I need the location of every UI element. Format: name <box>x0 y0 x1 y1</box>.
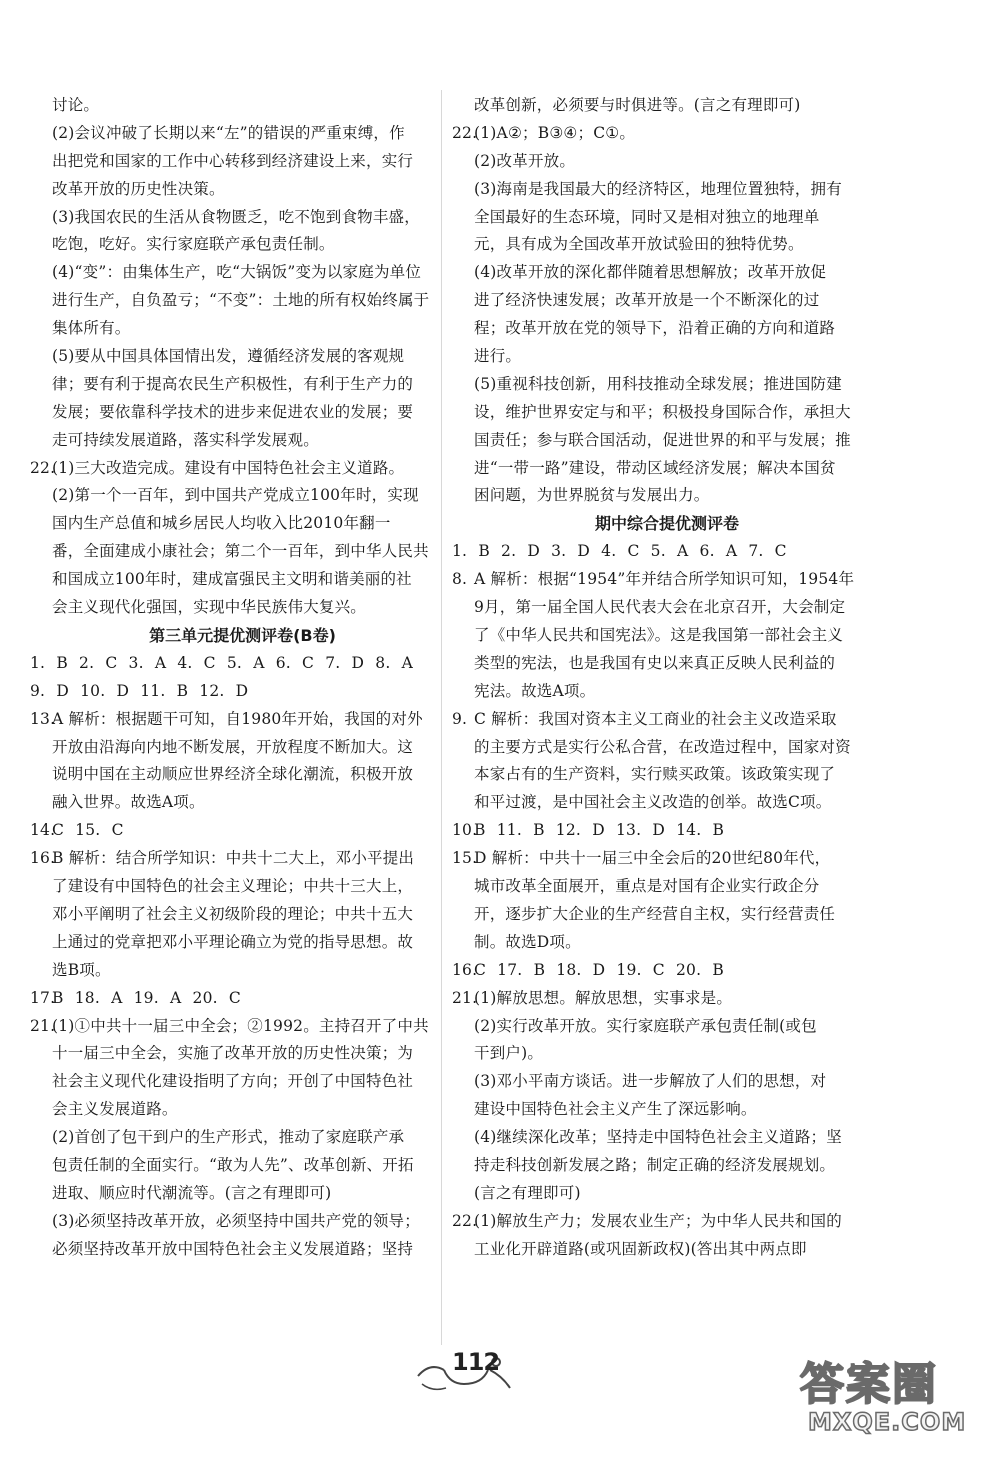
right-column <box>452 92 882 1264</box>
answer-text: C 17. B 18. D 19. C 20. B <box>474 960 724 979</box>
text-line: 讨论。 <box>52 96 100 114</box>
answer-text: (1)A②；B③④；C①。 <box>474 123 636 142</box>
answer-text: B 11. B 12. D 13. D 14. B <box>474 821 725 840</box>
answer-line <box>452 817 882 845</box>
text-line: 选B项。 <box>52 960 111 979</box>
answer-text: B 解析：结合所学知识：中共十二大上，邓小平提出 <box>52 849 415 868</box>
text-line: 会主义发展道路。 <box>52 1100 178 1119</box>
question-number: 9. <box>452 709 468 728</box>
text-line: 走可持续发展道路，落实科学发展观。 <box>52 430 319 449</box>
question-number: 21. <box>30 1016 56 1035</box>
section-heading: 第三单元提优测评卷(B卷) <box>149 625 336 645</box>
text-line: 程；改革开放在党的领导下，沿着正确的方向和道路 <box>474 319 836 338</box>
question-number: 22. <box>452 123 478 142</box>
text-line: (3)邓小平南方谈话。进一步解放了人们的思想，对 <box>474 1072 827 1091</box>
answer-line <box>452 566 882 594</box>
text-line: 的主要方式是实行公私合营，在改造过程中，国家对资 <box>474 737 851 756</box>
text-line: 了《中华人民共和国宪法》。这是我国第一部社会主义 <box>474 626 844 645</box>
text-line: (3)必须坚持改革开放，必须坚持中国共产党的领导； <box>52 1211 420 1230</box>
text-line: 融入世界。故选A项。 <box>52 793 205 812</box>
answer-text: (1)解放生产力；发展农业生产；为中华人民共和国的 <box>474 1211 842 1230</box>
text-line: (5)要从中国具体国情出发，遵循经济发展的客观规 <box>52 347 405 366</box>
text-line: (2)第一个一百年，到中国共产党成立100年时，实现 <box>52 486 419 505</box>
text-line: (4)改革开放的深化都伴随着思想解放；改革开放促 <box>474 263 827 282</box>
text-line: 进“一带一路”建设，带动区域经济发展；解决本国贫 <box>474 458 836 477</box>
text-line: 说明中国在主动顺应世界经济全球化潮流，积极开放 <box>52 765 414 784</box>
text-line: 进了经济快速发展；改革开放是一个不断深化的过 <box>474 291 820 310</box>
text-line: 上通过的党章把邓小平理论确立为党的指导思想。故 <box>52 932 414 951</box>
text-line: 建设中国特色社会主义产生了深远影响。 <box>474 1100 757 1119</box>
question-number: 22. <box>30 458 56 477</box>
left-column <box>30 92 455 1264</box>
text-line: 改革开放的历史性决策。 <box>52 179 225 198</box>
answer-text: (1)①中共十一届三中全会；②1992。主持召开了中共 <box>52 1016 429 1035</box>
text-line: 全国最好的生态环境，同时又是相对独立的地理单 <box>474 207 820 226</box>
question-number: 8. <box>452 570 468 589</box>
text-line: 城市改革全面展开，重点是对国有企业实行政企分 <box>474 877 820 896</box>
watermark-text: 答案圈 <box>800 1359 938 1410</box>
answer-line <box>30 1013 455 1041</box>
answer-line <box>30 817 455 845</box>
text-line: 进行生产，自负盈亏；“不变”：土地的所有权始终属于 <box>52 291 430 310</box>
page-number-badge <box>410 1340 520 1400</box>
answer-line: 9. D 10. D 11. B 12. D <box>30 681 249 700</box>
text-line: (言之有理即可) <box>474 1183 581 1202</box>
text-line: 和平过渡，是中国社会主义改造的创举。故选C项。 <box>474 793 832 812</box>
answer-line <box>452 1208 882 1236</box>
answer-text: C 解析：我国对资本主义工商业的社会主义改造采取 <box>474 709 837 728</box>
text-line: 社会主义现代化建设指明了方向；开创了中国特色社 <box>52 1072 414 1091</box>
text-line: 开放由沿海向内地不断发展，开放程度不断加大。这 <box>52 737 414 756</box>
text-line: (4)“变”：由集体生产，吃“大锅饭”变为以家庭为单位 <box>52 263 422 282</box>
text-line: 进行。 <box>474 347 522 366</box>
text-line: 会主义现代化强国，实现中华民族伟大复兴。 <box>52 598 367 617</box>
text-line: 了建设有中国特色的社会主义理论；中共十三大上， <box>52 877 414 896</box>
watermark-logo <box>790 1348 985 1448</box>
text-line: 制。故选D项。 <box>474 932 581 951</box>
answer-line <box>452 845 882 873</box>
answer-text: D 解析：中共十一届三中全会后的20世纪80年代， <box>474 849 831 868</box>
section-heading: 期中综合提优测评卷 <box>594 514 739 534</box>
answer-line <box>452 706 882 734</box>
text-line: 十一届三中全会，实施了改革开放的历史性决策；为 <box>52 1044 414 1063</box>
text-line: 国责任；参与联合国活动，促进世界的和平与发展；推 <box>474 430 851 449</box>
answer-text: (1)解放思想。解放思想，实事求是。 <box>474 988 733 1007</box>
text-line: 困问题，为世界脱贫与发展出力。 <box>474 486 710 505</box>
text-line: (4)继续深化改革；坚持走中国特色社会主义道路；坚 <box>474 1128 842 1147</box>
text-line: 邓小平阐明了社会主义初级阶段的理论；中共十五大 <box>52 904 414 923</box>
text-line: 发展；要依靠科学技术的进步来促进农业的发展；要 <box>52 402 414 421</box>
question-number: 10. <box>452 821 478 840</box>
text-line: 进取、顺应时代潮流等。(言之有理即可) <box>52 1183 332 1202</box>
text-line: 必须坚持改革开放中国特色社会主义发展道路；坚持 <box>52 1239 414 1258</box>
question-number: 21. <box>452 988 478 1007</box>
text-line: 设，维护世界安定与和平；积极投身国际合作，承担大 <box>474 402 851 421</box>
text-line: (3)海南是我国最大的经济特区，地理位置独特，拥有 <box>474 179 842 198</box>
answer-line: 1. B 2. C 3. A 4. C 5. A 6. C 7. D 8. A <box>30 653 413 672</box>
text-line: 类型的宪法，也是我国有史以来真正反映人民利益的 <box>474 653 836 672</box>
text-line: 国内生产总值和城乡居民人均收入比2010年翻一 <box>52 514 391 533</box>
answer-line <box>30 985 455 1013</box>
text-line: 宪法。故选A项。 <box>474 681 596 700</box>
text-line: 本家占有的生产资料，实行赎买政策。该政策实现了 <box>474 765 836 784</box>
text-line: 干到户)。 <box>474 1044 544 1063</box>
answer-text: A 解析：根据题干可知，自1980年开始，我国的对外 <box>52 709 423 728</box>
text-line: (5)重视科技创新，用科技推动全球发展；推进国防建 <box>474 374 842 393</box>
text-line: 和国成立100年时，建成富强民主文明和谐美丽的社 <box>52 570 412 589</box>
answer-line <box>30 845 455 873</box>
question-number: 16. <box>452 960 478 979</box>
text-line: 开，逐步扩大企业的生产经营自主权，实行经营责任 <box>474 904 836 923</box>
answer-text: A 解析：根据“1954”年并结合所学知识可知，1954年 <box>474 570 855 589</box>
text-line: (2)会议冲破了长期以来“左”的错误的严重束缚，作 <box>52 123 405 142</box>
answer-text: C 15. C <box>52 821 124 840</box>
answer-line: 1. B 2. D 3. D 4. C 5. A 6. A 7. C <box>452 542 787 561</box>
question-number: 13. <box>30 709 56 728</box>
answer-text: (1)三大改造完成。建设有中国特色社会主义道路。 <box>52 458 405 477</box>
question-number: 17. <box>30 988 56 1007</box>
text-line: 吃饱，吃好。实行家庭联产承包责任制。 <box>52 235 335 254</box>
text-line: (3)我国农民的生活从食物匮乏，吃不饱到食物丰盛， <box>52 207 420 226</box>
answer-line <box>452 120 882 148</box>
text-line: (2)实行改革开放。实行家庭联产承包责任制(或包 <box>474 1016 817 1035</box>
text-line: 改革创新，必须要与时俱进等。(言之有理即可) <box>474 96 801 114</box>
text-line: 持走科技创新发展之路；制定正确的经济发展规划。 <box>474 1155 836 1174</box>
question-number: 15. <box>452 849 478 868</box>
text-line: 工业化开辟道路(或巩固新政权)(答出其中两点即 <box>474 1239 807 1258</box>
question-number: 22. <box>452 1211 478 1230</box>
text-line: (2)首创了包干到户的生产形式，推动了家庭联产承 <box>52 1128 405 1147</box>
answer-text: B 18. A 19. A 20. C <box>52 988 241 1007</box>
question-number: 14. <box>30 821 56 840</box>
text-line: 出把党和国家的工作中心转移到经济建设上来，实行 <box>52 151 414 170</box>
text-line: 元，具有成为全国改革开放试验田的独特优势。 <box>474 235 804 254</box>
text-line: (2)改革开放。 <box>474 151 576 170</box>
question-number: 16. <box>30 849 56 868</box>
text-line: 集体所有。 <box>52 319 131 338</box>
answer-line <box>452 957 882 985</box>
answer-line <box>30 706 455 734</box>
text-line: 包责任制的全面实行。“敢为人先”、改革创新、开拓 <box>52 1155 414 1174</box>
text-line: 番，全面建成小康社会；第二个一百年，到中华人民共 <box>52 542 429 561</box>
watermark-url: MXQE.COM <box>808 1408 967 1436</box>
answer-line <box>30 455 455 483</box>
answer-line <box>452 985 882 1013</box>
text-line: 9月，第一届全国人民代表大会在北京召开，大会制定 <box>474 598 846 617</box>
page-number: 112 <box>452 1348 500 1376</box>
text-line: 律；要有利于提高农民生产积极性，有利于生产力的 <box>52 374 414 393</box>
